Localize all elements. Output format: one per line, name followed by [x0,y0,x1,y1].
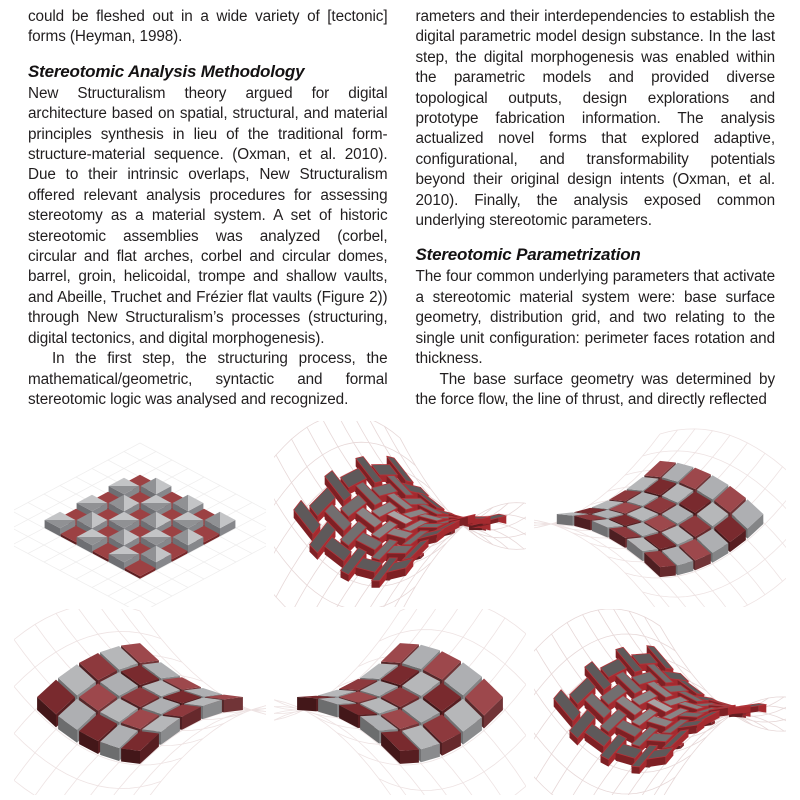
stereotomic-render-svg [534,421,786,607]
stereotomic-render-svg [14,609,266,795]
figure-grid [0,412,800,796]
paragraph-body: The four common underlying parameters that activate a stereotomic material system were: base surface geometry, distribution grid, and two relating to the single unit configuration: perimeter faces rotation and thickness. [415,268,775,368]
right-column [416,7,776,412]
stereotomic-render-svg [274,609,526,795]
paragraph-body: New Structuralism theory argued for digital architecture based on spatial, structural, and material principles synthesis in lieu of the traditional form-structure-material sequence. (Oxman, et al. 2010). Due to their intrinsic overlaps, New Structuralism offered relevant analysis procedures for assessing stereotomy as a material system. A set of historic stereotomic assemblies was analyzed (corbel, circular and flat arches, corbel and circular domes, barrel, groin, helicoidal, trompe and shallow vaults, and Abeille, Truchet and Frézier flat vaults (Figure 2)) through New Structuralism’s processes (structuring, digital tectonics, and digital morphogenesis). [28,84,388,347]
paragraph-continuation: rameters and their interdependencies to establish the digital parametric model design substance. In the last step, the digital morphogenesis was enabled within the parametric models and provided diverse topological outputs, design explorations and prototype fabrication information. The analysis actualized novel forms that explored adaptive, configurational, and transformability potentials beyond their original design intents (Oxman, et al. 2010). Finally, the analysis exposed common underlying stereotomic parameters. [415,8,775,230]
stereotomic-render-svg [534,609,786,795]
paragraph-body: The base surface geometry was determined by the force flow, the line of thrust, and directly reflected [415,370,775,408]
left-column [28,7,388,412]
figure-render-2 [270,420,530,608]
section-heading-analysis-methodology: Stereotomic Analysis Methodology [28,61,305,81]
figure-render-1 [10,420,270,608]
figure-render-4 [10,608,270,796]
figure-render-3 [530,420,790,608]
section-heading-parametrization: Stereotomic Parametrization [415,245,641,265]
figure-render-5 [270,608,530,796]
paragraph-continuation: could be fleshed out in a wide variety of [tectonic] forms (Heyman, 1998). [28,8,388,46]
figure-render-6 [530,608,790,796]
stereotomic-render-svg [14,421,266,607]
paragraph-body: In the first step, the structuring process, the mathematical/geometric, syntactic and formal stereotomic logic was analysed and recognized. [28,350,388,408]
stereotomic-render-svg [274,421,526,607]
